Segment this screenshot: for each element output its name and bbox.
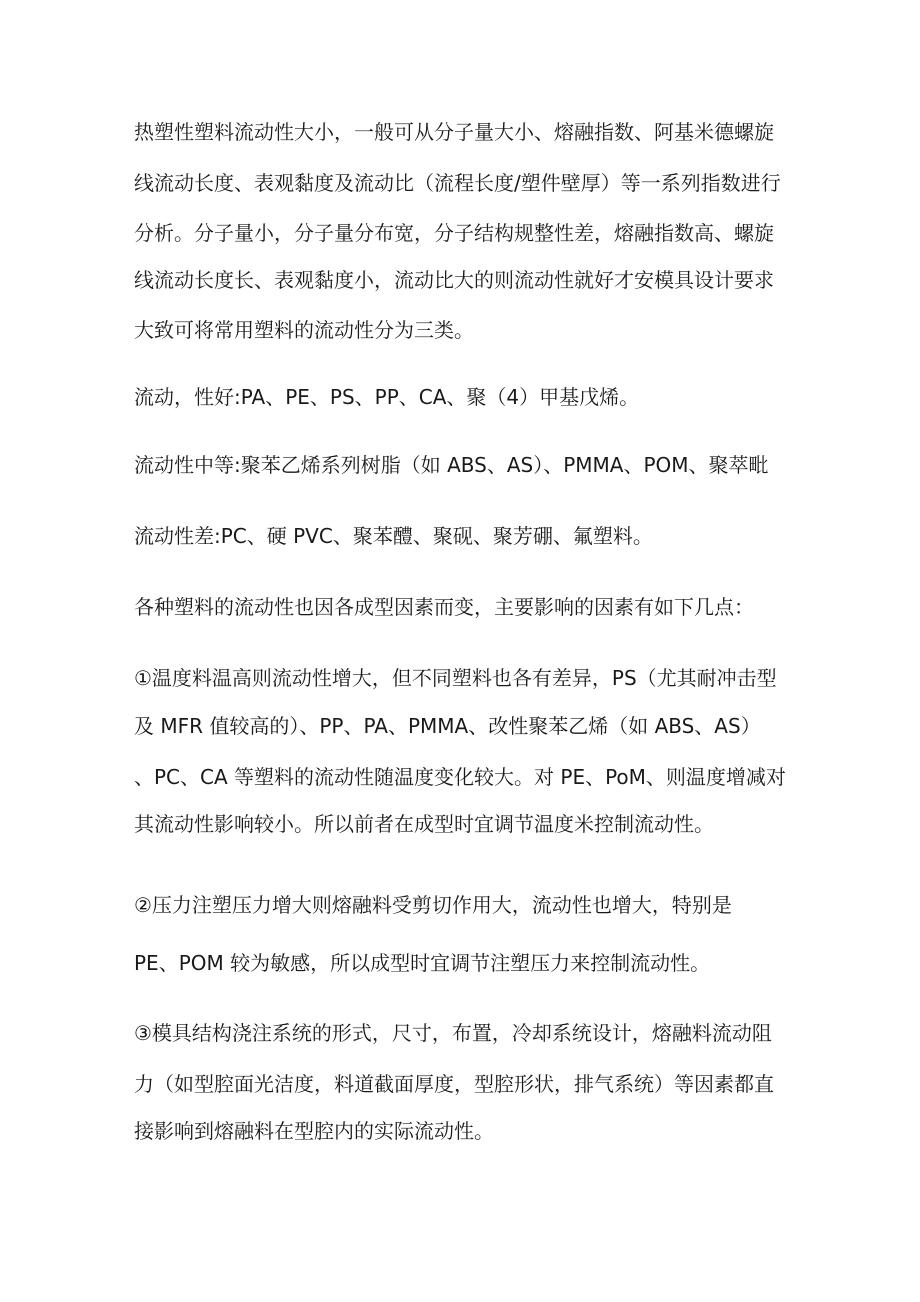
paragraph-line: 分析。分子量小，分子量分布宽，分子结构规整性差，熔融指数高、螺旋 — [134, 221, 774, 245]
paragraph-line: 、PC、CA 等塑料的流动性随温度变化较大。对 PE、PoM、则温度增减对 — [134, 765, 786, 789]
paragraph-line: ③模具结构浇注系统的形式，尺寸，布置，冷却系统设计，熔融料流动阻 — [134, 1021, 772, 1045]
paragraph-line: 大致可将常用塑料的流动性分为三类。 — [134, 318, 474, 342]
paragraph-line: 线流动长度长、表观黏度小，流动比大的则流动性就好才安模具设计要求 — [134, 268, 774, 292]
paragraph-line: PE、POM 较为敏感，所以成型时宜调节注塑压力来控制流动性。 — [134, 951, 711, 975]
paragraph-line: 其流动性影响较小。所以前者在成型时宜调节温度米控制流动性。 — [134, 812, 714, 836]
paragraph-line: 流动性中等:聚苯乙烯系列树脂（如 ABS、AS）、PMMA、POM、聚萃毗 — [134, 453, 769, 477]
paragraph-line: 力（如型腔面光洁度，料道截面厚度，型腔形状，排气系统）等因素都直 — [134, 1072, 774, 1096]
paragraph-line: 及 MFR 值较高的）、PP、PA、PMMA、改性聚苯乙烯（如 ABS、AS） — [134, 714, 761, 738]
paragraph-line: 流动，性好:PA、PE、PS、PP、CA、聚（4）甲基戊烯。 — [134, 385, 640, 409]
paragraph-line: 线流动长度、表观黏度及流动比（流程长度/塑件壁厚）等一系列指数进行 — [134, 171, 781, 195]
paragraph-line: 各种塑料的流动性也因各成型因素而变，主要影响的因素有如下几点： — [134, 595, 754, 619]
paragraph-line: ①温度料温高则流动性增大，但不同塑料也各有差异，PS（尤其耐冲击型 — [134, 666, 777, 690]
paragraph-line: ②压力注塑压力增大则熔融料受剪切作用大，流动性也增大，特别是 — [134, 893, 732, 917]
paragraph-line: 热塑性塑料流动性大小，一般可从分子量大小、熔融指数、阿基米德螺旋 — [134, 120, 774, 144]
paragraph-line: 接影响到熔融料在型腔内的实际流动性。 — [134, 1119, 494, 1143]
paragraph-line: 流动性差:PC、硬 PVC、聚苯醴、聚砚、聚芳硼、氟塑料。 — [134, 524, 653, 548]
